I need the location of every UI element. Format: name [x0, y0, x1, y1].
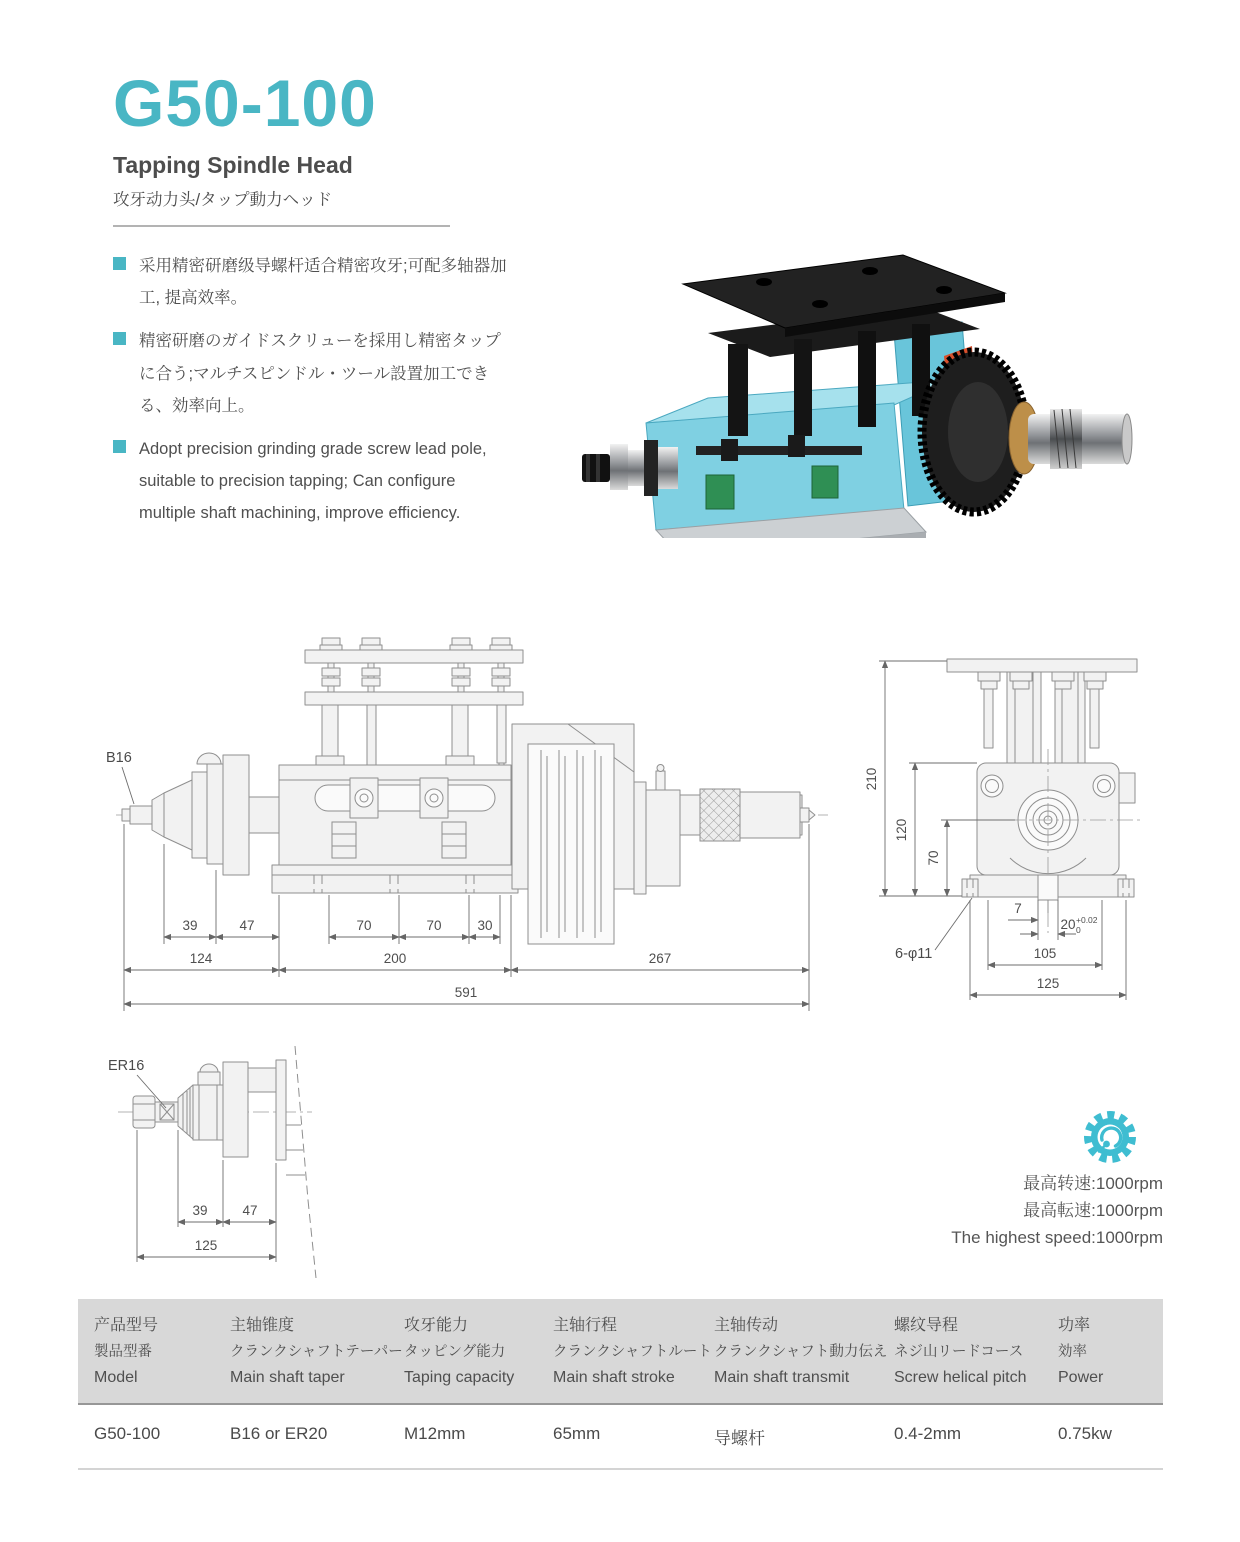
front-view-drawing — [855, 633, 1180, 1038]
spec-value-power: 0.75kw — [1058, 1423, 1112, 1443]
col-label-zh: 螺纹导程 — [894, 1317, 959, 1334]
dim-39: 39 — [192, 1203, 208, 1218]
dim-105: 105 — [1033, 946, 1057, 961]
feature-text-zh: 采用精密研磨级导螺杆适合精密攻牙;可配多轴器加工, 提高效率。 — [139, 257, 507, 308]
product-name-en: Tapping Spindle Head — [113, 152, 353, 178]
spec-value-shaft-taper: B16 or ER20 — [230, 1423, 328, 1443]
max-speed-en: The highest speed:1000rpm — [951, 1228, 1163, 1247]
max-speed-block — [951, 1170, 1163, 1251]
spec-table-row — [78, 1405, 1163, 1470]
side-view-drawing — [100, 632, 860, 1032]
col-label-ja: タッピング能力 — [404, 1343, 506, 1360]
dim-70: 70 — [926, 850, 941, 866]
dim-70a: 70 — [356, 918, 372, 933]
col-label-zh: 攻牙能力 — [404, 1317, 469, 1334]
tapping-head-render — [558, 240, 1136, 538]
feature-list — [113, 250, 515, 540]
spec-table — [78, 1299, 1163, 1470]
col-label-zh: 主轴传动 — [714, 1317, 779, 1334]
spec-value-shaft-stroke: 65mm — [553, 1423, 601, 1443]
spec-col-shaft-stroke — [553, 1312, 714, 1392]
spec-value-taping-capacity: M12mm — [404, 1423, 466, 1443]
dim-7: 7 — [1014, 901, 1022, 916]
spec-col-power — [1058, 1312, 1163, 1392]
max-speed-zh: 最高转速:1000rpm — [1023, 1174, 1163, 1193]
dim-20-tol-high: +0.02 — [1076, 915, 1098, 925]
spec-table-header — [78, 1299, 1163, 1405]
col-label-en: Model — [94, 1369, 138, 1387]
dim-70b: 70 — [426, 918, 442, 933]
feature-item — [113, 325, 515, 422]
header-divider — [113, 225, 450, 227]
er16-view-drawing — [90, 1030, 420, 1292]
side-view-machine — [116, 638, 828, 944]
col-label-en: Main shaft taper — [230, 1369, 345, 1387]
dim-125: 125 — [1036, 976, 1060, 991]
col-label-ja: クランクシャフトテーパー — [230, 1343, 403, 1360]
dim-30: 30 — [477, 918, 493, 933]
spec-value-screw-pitch: 0.4-2mm — [894, 1423, 962, 1443]
dim-125: 125 — [194, 1238, 218, 1253]
dim-20-tol-low: 0 — [1076, 925, 1081, 935]
product-name-cjk: 攻牙动力头/タップ動力ヘッド — [113, 191, 333, 209]
dim-120: 120 — [894, 818, 909, 842]
spec-value-shaft-transmit: 导螺杆 — [714, 1428, 765, 1448]
col-label-ja: 製品型番 — [94, 1343, 152, 1360]
dim-210: 210 — [864, 767, 879, 791]
col-label-zh: 产品型号 — [94, 1317, 159, 1334]
spec-col-screw-pitch — [894, 1312, 1058, 1392]
gear-speed-icon — [1083, 1110, 1137, 1164]
page-header — [113, 66, 450, 227]
spec-value-model: G50-100 — [94, 1423, 161, 1443]
page-title: G50-100 — [113, 66, 377, 140]
col-label-ja: ネジ山リードコース — [894, 1343, 1024, 1360]
front-view-machine — [947, 659, 1141, 933]
col-label-ja: 効率 — [1058, 1343, 1087, 1360]
dim-label-b16: B16 — [106, 750, 132, 766]
col-label-zh: 功率 — [1058, 1317, 1091, 1334]
bullet-square-icon — [113, 332, 126, 345]
col-label-zh: 主轴行程 — [553, 1317, 618, 1334]
dim-20: 20 — [1060, 917, 1076, 932]
dim-591: 591 — [454, 985, 478, 1000]
feature-text-en: Adopt precision grinding grade screw lead pole, suitable to precision tapping; Can configure multiple shaft machining, improve efficiency. — [139, 439, 487, 523]
spec-col-shaft-transmit — [714, 1312, 894, 1392]
col-label-en: Main shaft transmit — [714, 1369, 850, 1387]
feature-text-ja: 精密研磨のガイドスクリューを採用し精密タップに合う;マルチスピンドル・ツール設置加工できる、効率向上。 — [139, 332, 501, 415]
col-label-en: Power — [1058, 1369, 1104, 1387]
dim-47: 47 — [242, 1203, 258, 1218]
dim-124: 124 — [189, 951, 213, 966]
dim-47: 47 — [239, 918, 255, 933]
dim-200: 200 — [383, 951, 407, 966]
bullet-square-icon — [113, 440, 126, 453]
feature-item — [113, 250, 515, 314]
col-label-en: Main shaft stroke — [553, 1369, 675, 1387]
spec-col-shaft-taper — [230, 1312, 404, 1392]
max-speed-ja: 最高転速:1000rpm — [1023, 1201, 1163, 1220]
feature-item — [113, 433, 515, 530]
spec-col-model — [94, 1312, 230, 1392]
product-image — [558, 240, 1136, 538]
col-label-ja: クランクシャフトルート — [553, 1343, 712, 1360]
dim-holes-callout: 6-φ11 — [895, 946, 933, 962]
dim-39: 39 — [182, 918, 198, 933]
col-label-en: Screw helical pitch — [894, 1369, 1027, 1387]
spec-col-taping-capacity — [404, 1312, 553, 1392]
dim-267: 267 — [648, 951, 672, 966]
col-label-zh: 主轴锥度 — [230, 1317, 295, 1334]
col-label-en: Taping capacity — [404, 1369, 515, 1387]
dim-label-er16: ER16 — [108, 1058, 145, 1074]
col-label-ja: クランクシャフト動力伝え — [714, 1343, 888, 1360]
bullet-square-icon — [113, 257, 126, 270]
